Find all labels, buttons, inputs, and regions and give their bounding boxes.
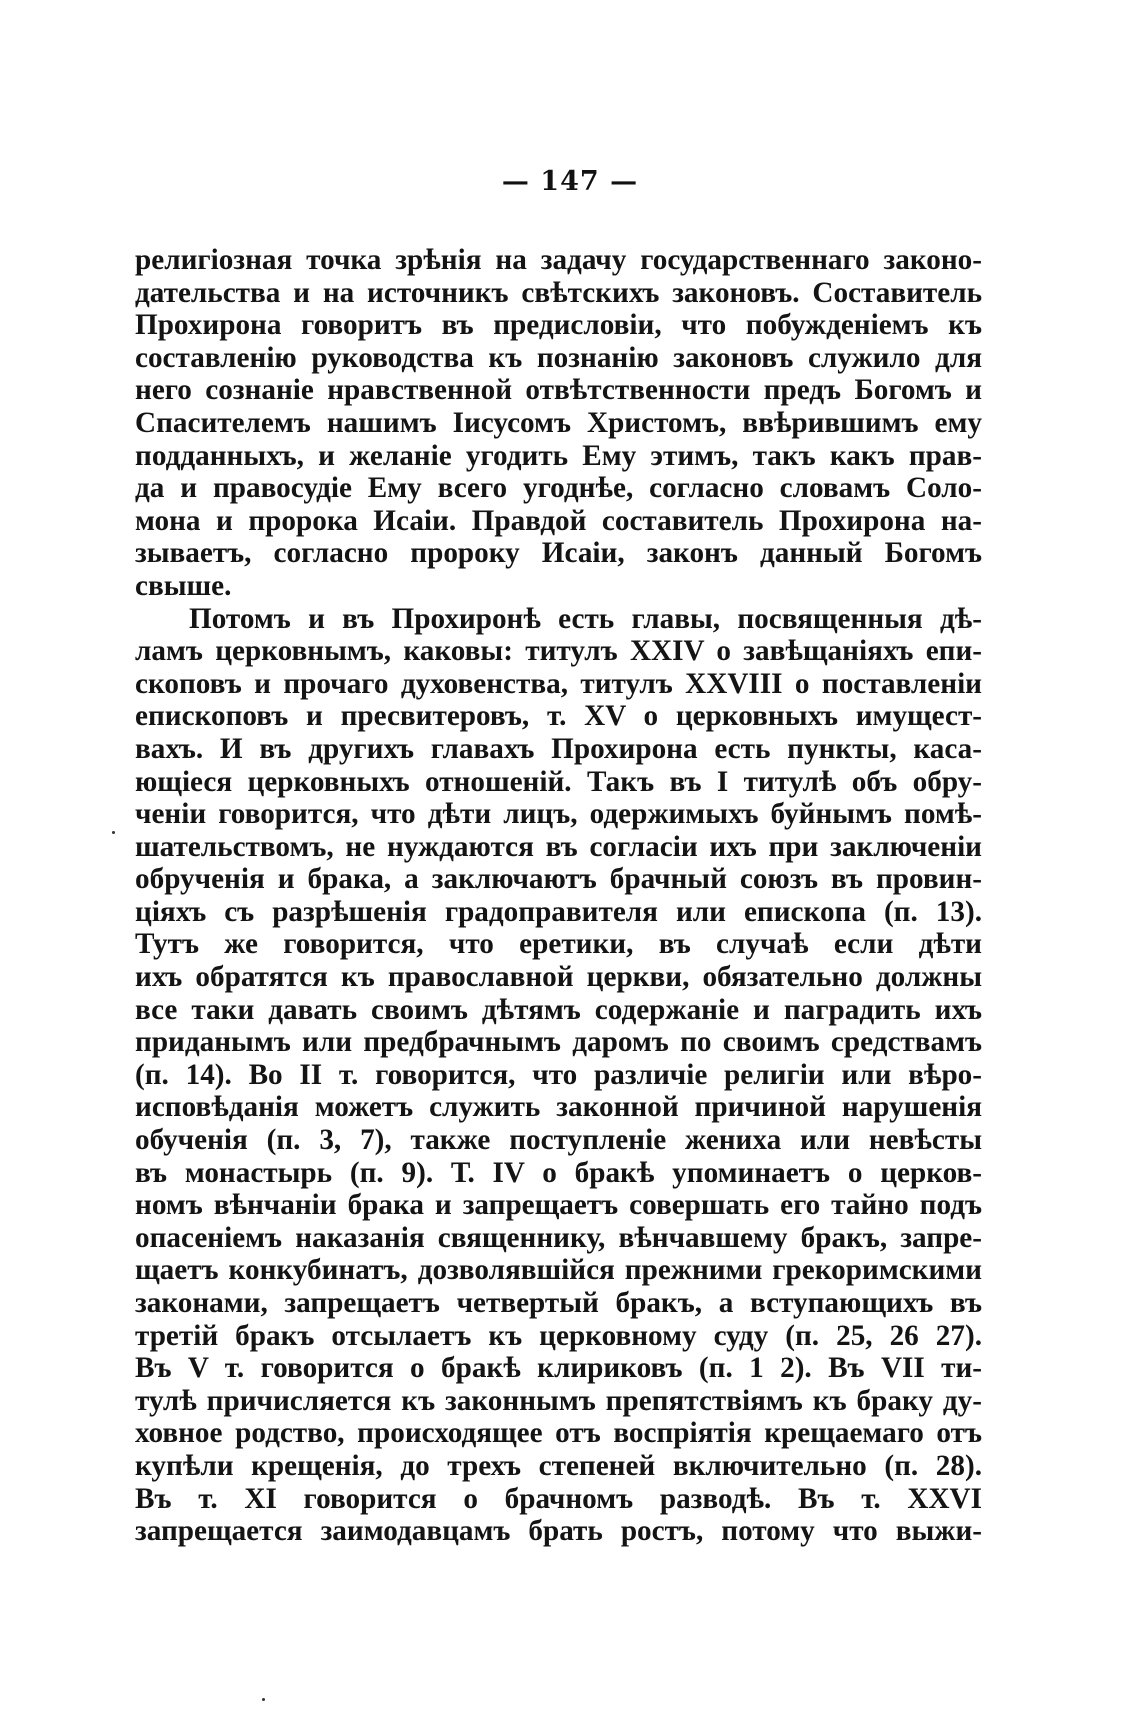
text-line: приданымъ или предбрачнымъ даромъ по своимъ средствамъ bbox=[135, 1026, 982, 1059]
text-line: составленію руководства къ познанію законовъ служило для bbox=[135, 341, 982, 374]
text-line: подданныхъ, и желаніе угодить Ему этимъ, такъ какъ прав- bbox=[135, 439, 982, 472]
text-line: щаетъ конкубинатъ, дозволявшійся прежними грекоримскими bbox=[135, 1254, 982, 1287]
text-line: Прохирона говоритъ въ предисловіи, что побужденіемъ къ bbox=[135, 309, 982, 342]
text-line: исповѣданія можетъ служить законной причиной нарушенія bbox=[135, 1091, 982, 1124]
text-line: Въ V т. говорится о бракѣ клириковъ (п. 1 2). Въ VII ти- bbox=[135, 1352, 982, 1385]
text-line: опасеніемъ наказанія священнику, вѣнчавшему бракъ, запре- bbox=[135, 1221, 982, 1254]
text-line: тулѣ причисляется къ законнымъ препятствіямъ къ браку ду- bbox=[135, 1384, 982, 1417]
text-line: мона и пророка Исаіи. Правдой составитель Прохирона на- bbox=[135, 504, 982, 537]
text-line: Тутъ же говорится, что еретики, въ случаѣ если дѣти bbox=[135, 928, 982, 961]
text-line: третій бракъ отсылаетъ къ церковному суду (п. 25, 26 27). bbox=[135, 1319, 982, 1352]
page-number: — 147 — bbox=[501, 166, 639, 197]
text-line: Спасителемъ нашимъ Іисусомъ Христомъ, ввѣрившимъ ему bbox=[135, 406, 982, 439]
text-line: зываетъ, согласно пророку Исаіи, законъ данный Богомъ bbox=[135, 537, 982, 570]
text-line: обрученія и брака, а заключаютъ брачный союзъ въ провин- bbox=[135, 863, 982, 896]
text-line: ламъ церковнымъ, каковы: титулъ XXIV о завѣщаніяхъ епи- bbox=[135, 635, 982, 668]
text-line: законами, запрещаетъ четвертый бракъ, а вступающихъ въ bbox=[135, 1287, 982, 1319]
text-line: запрещается заимодавцамъ брать ростъ, потому что выжи- bbox=[135, 1515, 982, 1548]
text-line: вахъ. И въ другихъ главахъ Прохирона есть пункты, каса- bbox=[135, 732, 982, 765]
stray-speck bbox=[262, 1698, 265, 1701]
text-line: ихъ обратятся къ православной церкви, обязательно должны bbox=[135, 961, 982, 994]
text-line: него сознаніе нравственной отвѣтственности предъ Богомъ и bbox=[135, 374, 982, 407]
text-line: свыше. bbox=[135, 569, 232, 602]
text-line: Въ т. XI говорится о брачномъ разводѣ. Въ т. XXVI bbox=[135, 1482, 982, 1515]
text-line: въ монастырь (п. 9). Т. IV о бракѣ упоминаетъ о церков- bbox=[135, 1156, 982, 1189]
text-line: епископовъ и пресвитеровъ, т. XV о церковныхъ имущест- bbox=[135, 700, 982, 733]
text-line: купѣли крещенія, до трехъ степеней включительно (п. 28). bbox=[135, 1449, 982, 1482]
text-line: скоповъ и прочаго духовенства, титулъ XXVIII о поставленіи bbox=[135, 667, 982, 700]
text-line: шательствомъ, не нуждаются въ согласіи ихъ при заключеніи bbox=[135, 830, 982, 863]
text-line: номъ вѣнчаніи брака и запрещаетъ совершать его тайно подъ bbox=[135, 1189, 982, 1222]
text-line: религіозная точка зрѣнія на задачу государственнаго законо- bbox=[135, 244, 982, 276]
text-line: дательства и на источникъ свѣтскихъ законовъ. Составитель bbox=[135, 276, 982, 309]
body-text bbox=[135, 244, 982, 1548]
text-line: обученія (п. 3, 7), также поступленіе жениха или невѣсты bbox=[135, 1124, 982, 1157]
text-line: Потомъ и въ Прохиронѣ есть главы, посвященныя дѣ- bbox=[189, 602, 982, 635]
text-line: ховное родство, происходящее отъ воспріятія крещаемаго отъ bbox=[135, 1417, 982, 1450]
text-line: ченіи говорится, что дѣти лицъ, одержимыхъ буйнымъ помѣ- bbox=[135, 798, 982, 831]
text-line: ющіеся церковныхъ отношеній. Такъ въ I титулѣ объ обру- bbox=[135, 765, 982, 798]
margin-mark bbox=[112, 831, 115, 834]
text-line: все таки давать своимъ дѣтямъ содержаніе и паградить ихъ bbox=[135, 993, 982, 1026]
text-line: да и правосудіе Ему всего угоднѣе, согласно словамъ Соло- bbox=[135, 472, 982, 505]
text-line: (п. 14). Во II т. говорится, что различіе религіи или вѣро- bbox=[135, 1058, 982, 1091]
text-line: ціяхъ съ разрѣшенія градоправителя или епископа (п. 13). bbox=[135, 895, 982, 928]
